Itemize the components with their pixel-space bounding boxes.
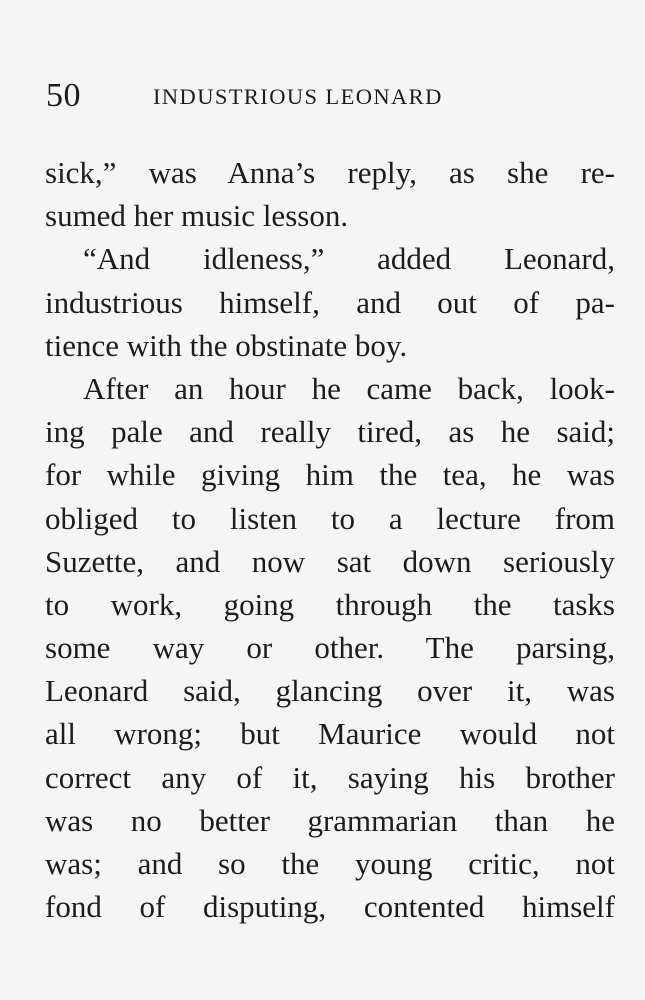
text-line: obliged to listen to a lecture from [45, 500, 615, 536]
text-line: sumed her music lesson. [45, 198, 349, 234]
text-line: was; and so the young critic, not [45, 846, 615, 881]
text-line: some way or other. The parsing, [45, 630, 615, 666]
text-line: correct any of it, saying his brother [45, 759, 615, 795]
text-line: to work, going through the tasks [45, 586, 615, 622]
page-header [46, 74, 616, 118]
text-line: was no better grammarian than he [45, 802, 615, 838]
text-line: sick,” was Anna’s reply, as she re- [45, 155, 615, 190]
text-line: fond of disputing, contented himself [45, 889, 615, 925]
text-line: After an hour he came back, look- [83, 370, 615, 406]
text-line: Suzette, and now sat down seriously [45, 543, 615, 579]
text-line: tience with the obstinate boy. [45, 327, 408, 363]
text-line: ing pale and really tired, as he said; [45, 414, 615, 450]
text-line: industrious himself, and out of pa- [45, 284, 615, 320]
text-line: Leonard said, glancing over it, was [45, 673, 615, 709]
running-head-title: INDUSTRIOUS LEONARD [153, 84, 443, 109]
body-text [45, 151, 615, 928]
text-line: all wrong; but Maurice would not [45, 716, 615, 752]
text-line: for while giving him the tea, he was [45, 457, 615, 493]
page-number: 50 [46, 77, 81, 114]
text-line: “And idleness,” added Leonard, [83, 241, 615, 277]
